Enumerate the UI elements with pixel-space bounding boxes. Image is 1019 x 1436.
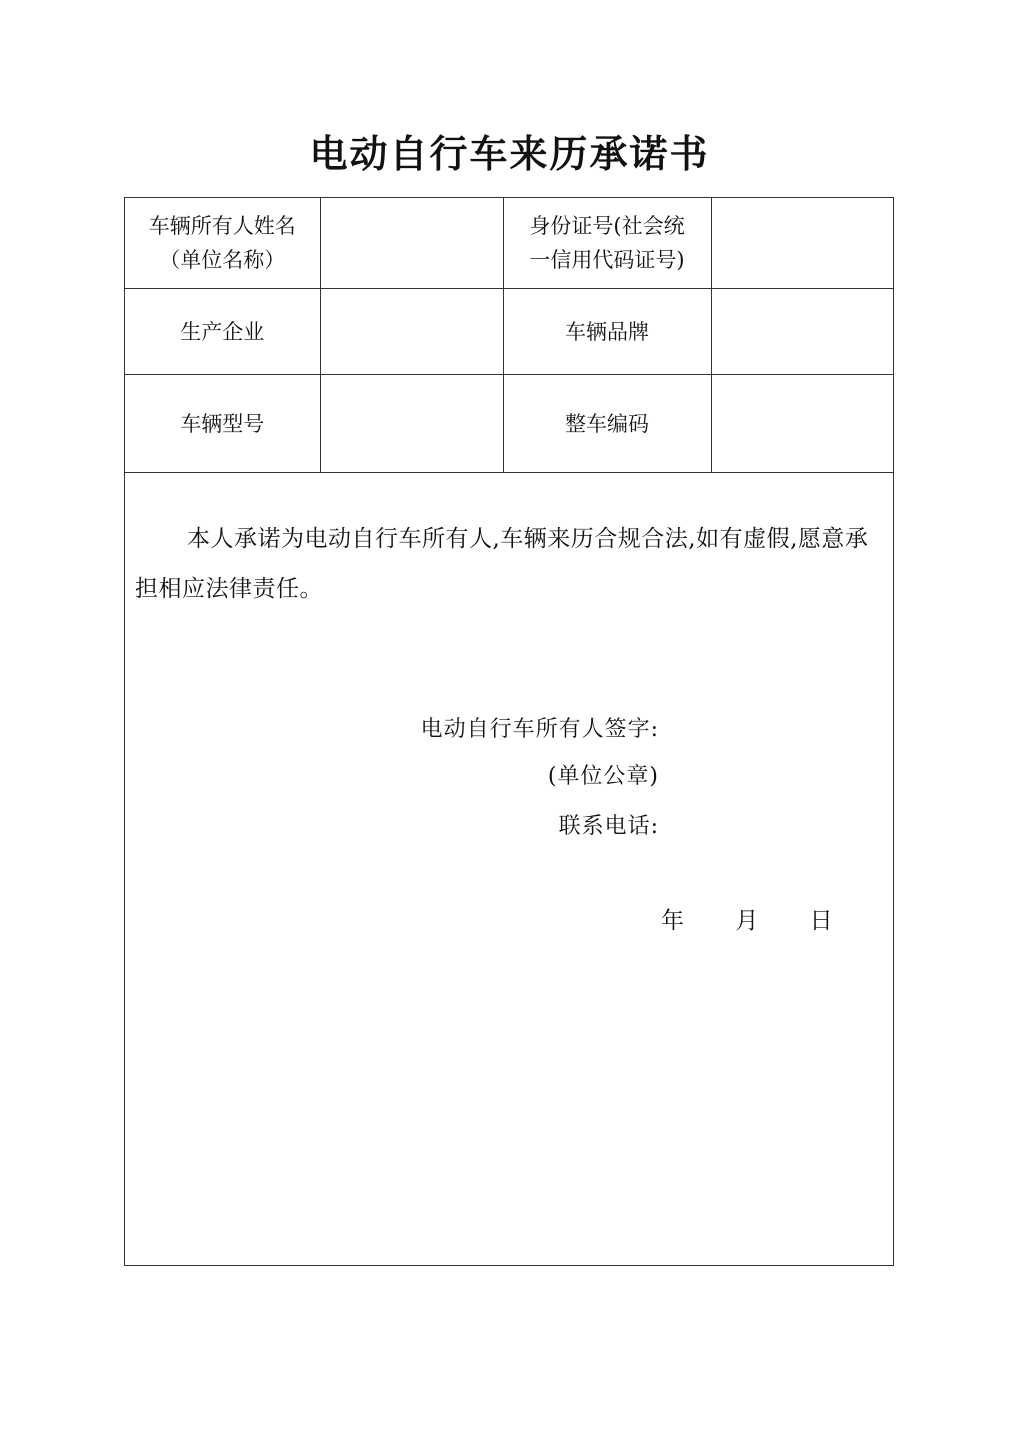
model-field[interactable]: [320, 375, 503, 473]
vehicle-code-field[interactable]: [711, 375, 893, 473]
manufacturer-field[interactable]: [320, 289, 503, 375]
date-line: [661, 904, 833, 938]
table-row: [125, 198, 893, 289]
date-year-label: 年: [661, 908, 684, 934]
model-label: 车辆型号: [125, 375, 320, 473]
vehicle-code-label: 整车编码: [503, 375, 711, 473]
vehicle-info-table: [125, 198, 893, 473]
unit-seal-label: (单位公章): [547, 764, 659, 789]
owner-name-label: [125, 198, 320, 289]
id-number-label-line2: 一信用代码证号): [529, 248, 685, 272]
id-number-label: [503, 198, 711, 289]
owner-name-field[interactable]: [320, 198, 503, 289]
id-number-label-line1: 身份证号(社会统: [529, 214, 685, 238]
owner-name-label-line2: （单位名称）: [159, 248, 286, 272]
table-row: [125, 375, 893, 473]
contact-phone-label: 联系电话:: [558, 814, 659, 839]
owner-signature-label: 电动自行车所有人签字:: [420, 717, 659, 742]
owner-name-label-line1: 车辆所有人姓名: [148, 214, 296, 238]
promise-statement: 本人承诺为电动自行车所有人,车辆来历合规合法,如有虚假,愿意承担相应法律责任。: [135, 526, 869, 602]
manufacturer-label: 生产企业: [125, 289, 320, 375]
brand-label: 车辆品牌: [503, 289, 711, 375]
date-month-label: 月: [735, 908, 759, 934]
brand-field[interactable]: [711, 289, 893, 375]
page-title: 电动自行车来历承诺书: [309, 131, 710, 176]
promise-form: [124, 197, 894, 1266]
id-number-field[interactable]: [711, 198, 893, 289]
date-day-label: 日: [809, 908, 833, 934]
table-row: [125, 289, 893, 375]
